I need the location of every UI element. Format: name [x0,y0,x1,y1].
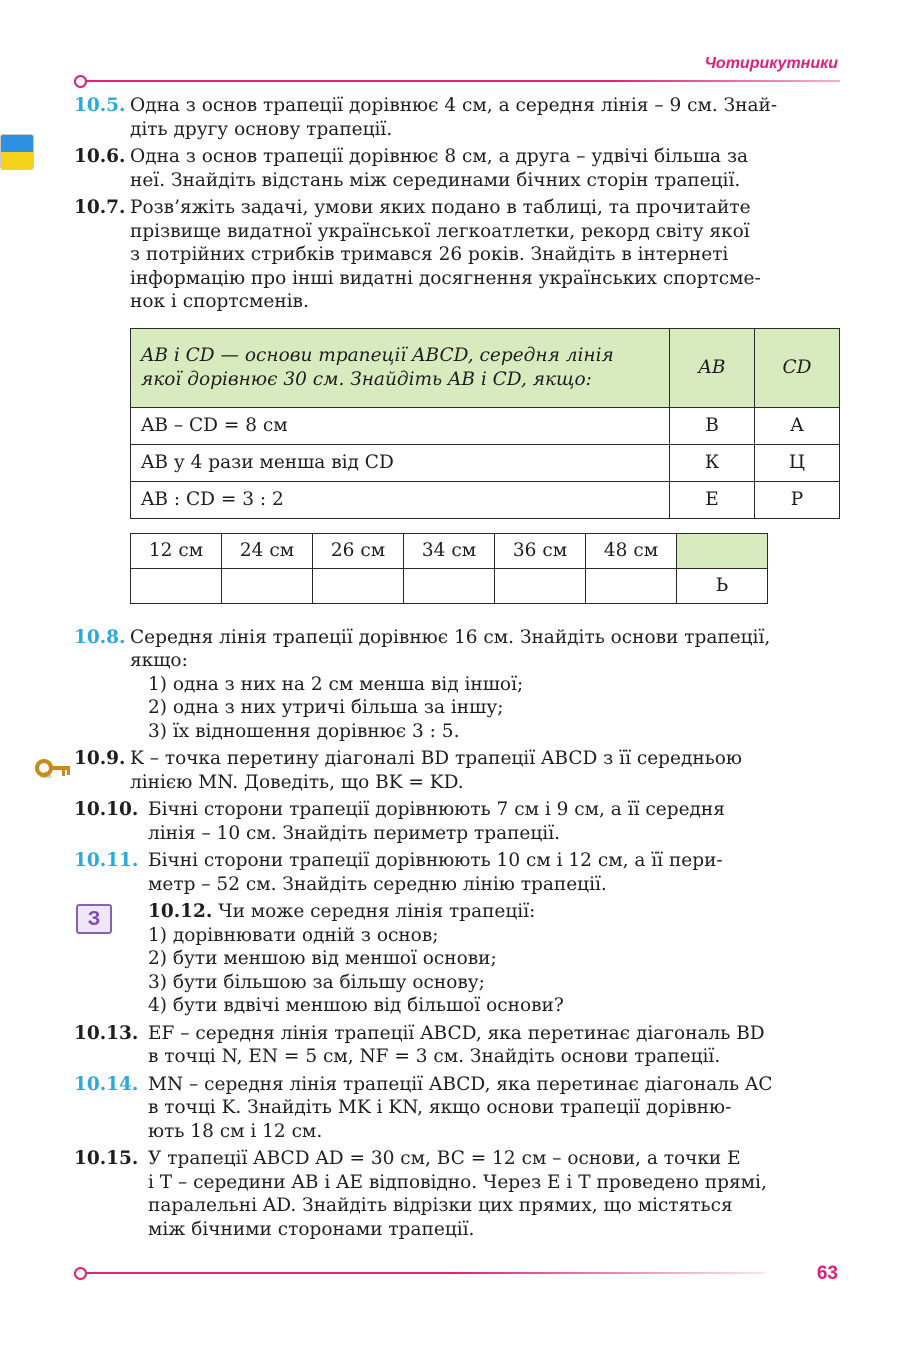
answer-values-row [131,533,768,568]
problem-10-8 [74,626,840,744]
problem-number: 10.15. [74,1148,139,1169]
problem-text: між бічними сторонами трапеції. [148,1218,475,1240]
problem-text: Бічні сторони трапеції дорівнюють 10 см і 12 см, а її пери- [148,850,723,871]
ukraine-flag-icon [0,134,34,170]
key-icon [32,748,72,788]
sub-item: 4) бути вдвічі меншою від більшої основи? [148,995,564,1016]
problem-text: нок і спортсменів. [130,291,309,312]
problem-text: паралельні AD. Знайдіть відрізки цих прямих, що містяться [148,1195,733,1216]
table-row [131,481,840,518]
problem-text: K – точка перетину діагоналі BD трапеції ABCD з її середньою [130,748,743,769]
problem-10-6 [74,145,840,192]
problem-number: 10.12. [148,901,213,922]
page-content [74,94,840,1245]
problem-text: Чи може середня лінія трапеції: [218,901,536,922]
answer-letters-row [131,568,768,603]
table-header-cd: CD [755,328,840,407]
answer-value [677,533,768,568]
table-cell-condition: AB : CD = 3 : 2 [131,481,670,518]
problem-text: Розв’яжіть задачі, умови яких подано в таблиці, та прочитайте [130,197,751,218]
problem-10-11 [74,849,840,896]
table-header-row [131,328,840,407]
problem-text: в точці N, EN = 5 см, NF = 3 см. Знайдіть основи трапеції. [148,1046,721,1067]
answer-letter [222,568,313,603]
z-icon: З [76,904,112,934]
problem-number: 10.8. [74,626,126,648]
table-cell-ab: К [670,444,755,481]
answer-value: 12 см [131,533,222,568]
sub-item: 2) бути меншою від меншої основи; [148,948,497,969]
problem-text: Одна з основ трапеції дорівнює 8 см, а друга – удвічі більша за [130,146,749,167]
table-row [131,444,840,481]
sub-item: 2) одна з них утричі більша за іншу; [148,697,504,718]
table-cell-cd: Ц [755,444,840,481]
problem-text: Бічні сторони трапеції дорівнюють 7 см і 9 см, а її середня [148,799,725,820]
answer-value: 48 см [586,533,677,568]
sub-item: 3) бути більшою за більшу основу; [148,971,485,993]
problem-text: прізвище видатної української легкоатлетки, рекорд світу якої [130,220,750,242]
problem-number: 10.5. [74,95,126,116]
problem-text: з потрійних стрибків тримався 26 років. Знайдіть в інтернеті [130,244,729,265]
problem-text: ють 18 см і 12 см. [148,1120,323,1142]
sub-item: 3) їх відношення дорівнює 3 : 5. [148,720,460,742]
problem-text: Середня лінія трапеції дорівнює 16 см. Знайдіть основи трапеції, [130,626,771,648]
problem-text: Одна з основ трапеції дорівнює 4 см, а середня лінія – 9 см. Знай- [130,95,778,116]
problem-10-5 [74,94,840,141]
task-table [130,328,840,519]
answer-letter [586,568,677,603]
answer-value: 34 см [404,533,495,568]
table-header-condition: AB і CD — основи трапеції ABCD, середня лінія якої дорівнює 30 см. Знайдіть AB і CD, якщо: [131,328,670,407]
problem-10-9 [74,747,840,794]
table-cell-cd: А [755,407,840,444]
top-rule-dot [74,75,87,88]
answer-letter: Ь [677,568,768,603]
problem-text: інформацію про інші видатні досягнення українських спортсме- [130,267,761,289]
bottom-rule [74,1272,764,1274]
problem-text: лінія – 10 см. Знайдіть периметр трапеції. [148,822,560,844]
problem-10-10 [74,798,840,845]
answer-letter [495,568,586,603]
problem-number: 10.11. [74,850,139,871]
problem-text: У трапеції ABCD AD = 30 см, BC = 12 см – основи, а точки E [148,1148,741,1169]
answer-value: 24 см [222,533,313,568]
answer-letter [404,568,495,603]
page-number: 63 [816,1263,838,1284]
problem-10-12 [74,900,840,1018]
problem-number: 10.6. [74,146,126,167]
answer-value: 26 см [313,533,404,568]
answer-table [130,533,768,604]
problem-text: і T – середини AB і AE відповідно. Через E і T проведено прямі, [148,1171,767,1193]
problem-10-15 [74,1147,840,1241]
problem-text [148,900,840,924]
problem-text: лінією MN. Доведіть, що BK = KD. [130,771,464,793]
problem-number: 10.7. [74,197,126,218]
sub-item: 1) одна з них на 2 см менша від іншої; [148,673,524,695]
problem-text: EF – середня лінія трапеції ABCD, яка перетинає діагональ BD [148,1022,765,1044]
table-cell-cd: Р [755,481,840,518]
answer-value: 36 см [495,533,586,568]
problem-number: 10.13. [74,1022,139,1044]
bottom-rule-dot [74,1267,87,1280]
problem-text: метр – 52 см. Знайдіть середню лінію трапеції. [148,873,607,895]
problem-text: в точці K. Знайдіть MK і KN, якщо основи трапеції дорівню- [148,1097,732,1118]
table-cell-ab: В [670,407,755,444]
problem-text: неї. Знайдіть відстань між серединами бічних сторін трапеції. [130,169,741,191]
problem-text: MN – середня лінія трапеції ABCD, яка перетинає діагональ AC [148,1073,773,1095]
problem-number: 10.14. [74,1073,139,1095]
problem-number: 10.9. [74,748,126,769]
chapter-title: Чотирикутники [704,55,838,72]
problem-text: якщо: [130,650,188,671]
table-cell-condition: AB у 4 рази менша від CD [131,444,670,481]
problem-10-14 [74,1073,840,1144]
answer-letter [313,568,404,603]
answer-letter [131,568,222,603]
table-cell-ab: Е [670,481,755,518]
problem-10-13 [74,1022,840,1069]
problem-number: 10.10. [74,799,139,820]
table-cell-condition: AB – CD = 8 см [131,407,670,444]
table-row [131,407,840,444]
sub-item: 1) дорівнювати одній з основ; [148,924,439,946]
problem-10-7 [74,196,840,314]
top-rule [74,80,840,82]
problem-text: діть другу основу трапеції. [130,118,393,140]
table-header-ab: AB [670,328,755,407]
